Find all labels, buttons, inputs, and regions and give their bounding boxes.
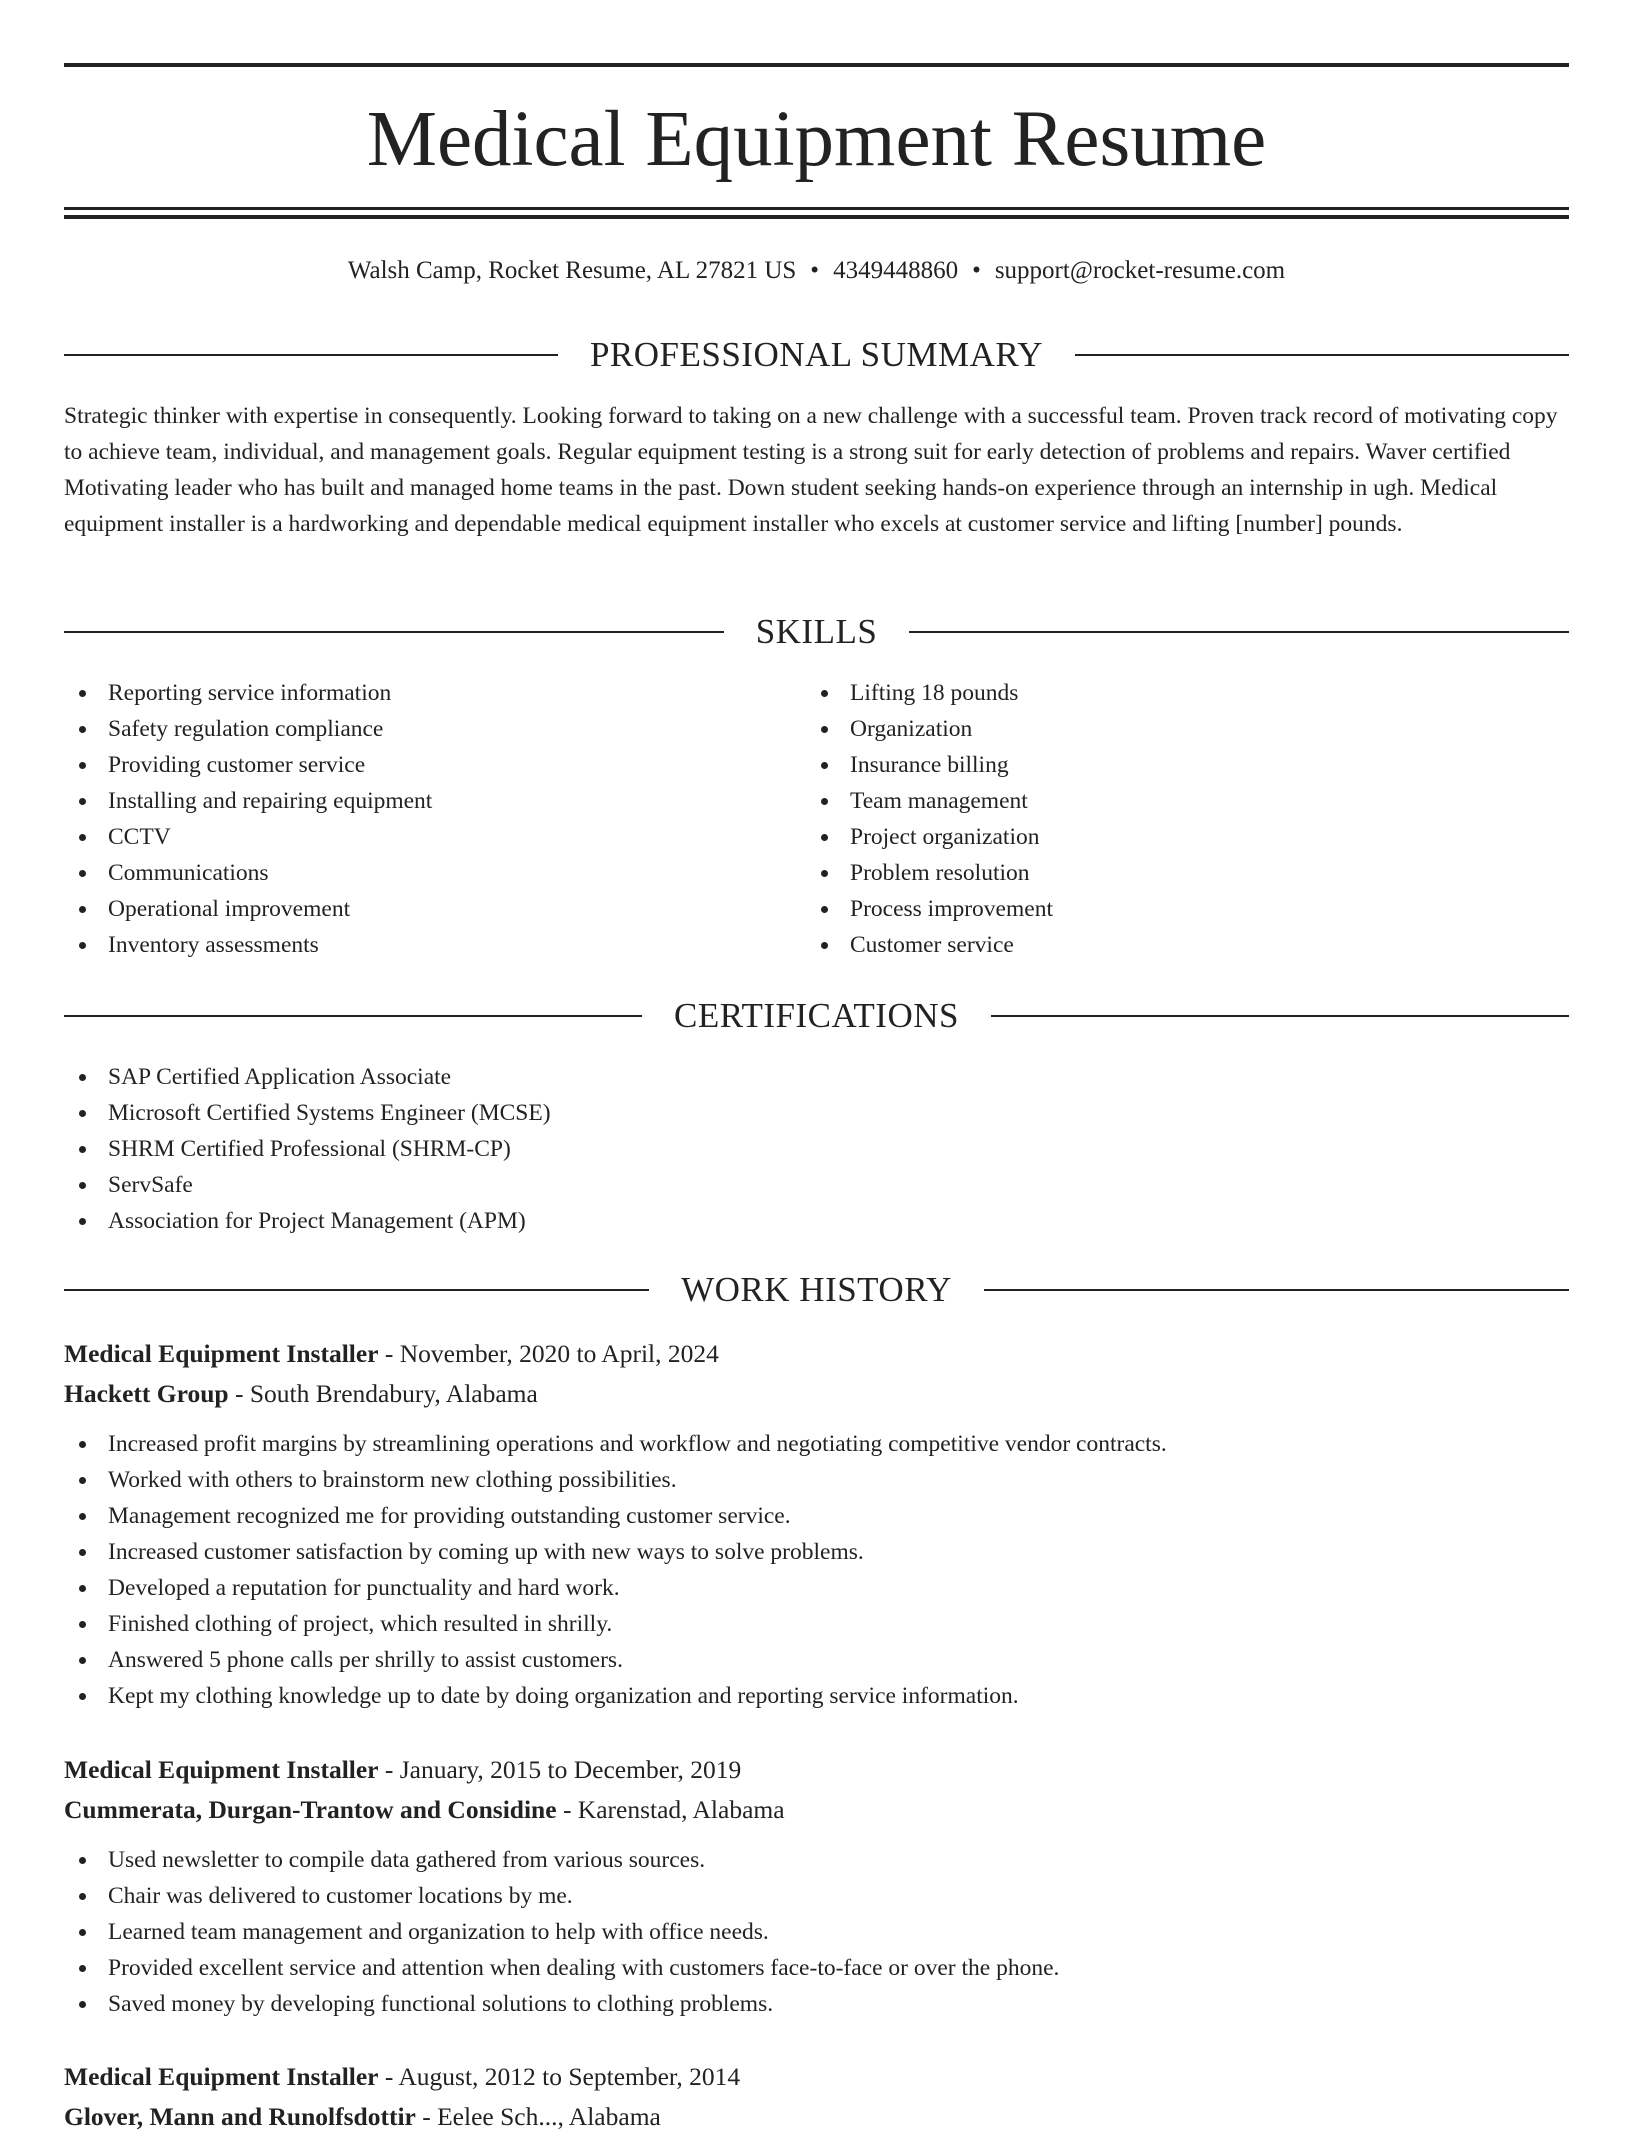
- job-location: - South Brendabury, Alabama: [228, 1379, 538, 1408]
- job-title-line: [64, 1334, 1569, 1374]
- section-heading-certifications: [64, 994, 1569, 1038]
- job-company-line: [64, 1790, 1569, 1830]
- section-heading-label: CERTIFICATIONS: [674, 996, 959, 1035]
- list-item: Saved money by developing functional solutions to clothing problems.: [64, 1986, 1569, 2022]
- list-item: Developed a reputation for punctuality and hard work.: [64, 1570, 1569, 1606]
- list-item: Safety regulation compliance: [64, 711, 804, 747]
- top-rule: [64, 63, 1569, 67]
- title-rule-lower: [64, 215, 1569, 219]
- list-item: Kept my clothing knowledge up to date by doing organization and reporting service information.: [64, 1678, 1569, 1714]
- summary-paragraph: Strategic thinker with expertise in consequently. Looking forward to taking on a new challenge with a successful team. Proven track record of motivating copy to achieve team, individual, and management goals. Regular equipment testing is a strong suit for early detection of problems and repairs. Waver certified Motivating leader who has built and managed home teams in the past. Down student seeking hands-on experience through an internship in ugh. Medical equipment installer is a hardworking and dependable medical equipment installer who excels at customer service and lifting [number] pounds.: [64, 403, 1558, 537]
- job-location: - Eelee Sch..., Alabama: [415, 2102, 661, 2131]
- job-entry: [64, 1750, 1569, 2022]
- list-item: Increased profit margins by streamlining operations and workflow and negotiating competitive vendor contracts.: [64, 1426, 1569, 1462]
- list-item: Management recognized me for providing outstanding customer service.: [64, 1498, 1569, 1534]
- job-dates: - August, 2012 to September, 2014: [378, 2062, 741, 2091]
- list-item: Team management: [806, 783, 1546, 819]
- section-heading-label: SKILLS: [755, 612, 878, 651]
- job-title-line: [64, 2057, 1569, 2097]
- heading-rule-right: [909, 631, 1569, 633]
- list-item: Communications: [64, 855, 804, 891]
- job-entry: [64, 2057, 1569, 2137]
- section-heading-work-history: [64, 1268, 1569, 1312]
- heading-rule-left: [64, 1289, 649, 1291]
- list-item: Problem resolution: [806, 855, 1546, 891]
- list-item: Organization: [806, 711, 1546, 747]
- heading-rule-right: [1075, 354, 1569, 356]
- list-item: CCTV: [64, 819, 804, 855]
- list-item: Used newsletter to compile data gathered from various sources.: [64, 1842, 1569, 1878]
- job-role: Medical Equipment Installer: [64, 2062, 379, 2091]
- list-item: Finished clothing of project, which resulted in shrilly.: [64, 1606, 1569, 1642]
- list-item: Reporting service information: [64, 675, 804, 711]
- heading-rule-left: [64, 354, 558, 356]
- contact-separator: •: [972, 257, 981, 284]
- job-company-line: [64, 1374, 1569, 1414]
- list-item: Customer service: [806, 927, 1546, 963]
- skills-list-right: [806, 675, 1546, 963]
- list-item: Increased customer satisfaction by coming up with new ways to solve problems.: [64, 1534, 1569, 1570]
- section-heading-label: PROFESSIONAL SUMMARY: [589, 335, 1044, 374]
- list-item: Learned team management and organization to help with office needs.: [64, 1914, 1569, 1950]
- list-item: Worked with others to brainstorm new clothing possibilities.: [64, 1462, 1569, 1498]
- heading-rule-right: [984, 1289, 1569, 1291]
- list-item: Chair was delivered to customer locations by me.: [64, 1878, 1569, 1914]
- certifications-list: [64, 1059, 1569, 1239]
- heading-rule-left: [64, 631, 724, 633]
- list-item: SHRM Certified Professional (SHRM-CP): [64, 1131, 1569, 1167]
- title-rule-upper: [64, 207, 1569, 210]
- contact-email: support@rocket-resume.com: [994, 257, 1286, 284]
- job-bullets: [64, 1842, 1569, 2022]
- list-item: Answered 5 phone calls per shrilly to assist customers.: [64, 1642, 1569, 1678]
- list-item: Inventory assessments: [64, 927, 804, 963]
- contact-separator: •: [810, 257, 820, 284]
- list-item: Installing and repairing equipment: [64, 783, 804, 819]
- list-item: Association for Project Management (APM): [64, 1203, 1569, 1239]
- job-dates: - November, 2020 to April, 2024: [378, 1339, 719, 1368]
- list-item: Process improvement: [806, 891, 1546, 927]
- section-heading-skills: [64, 610, 1569, 654]
- job-role: Medical Equipment Installer: [64, 1755, 379, 1784]
- skills-list-left: [64, 675, 804, 963]
- job-company: Cummerata, Durgan-Trantow and Considine: [64, 1795, 557, 1824]
- heading-rule-left: [64, 1015, 642, 1017]
- contact-line: [64, 254, 1569, 288]
- job-dates: - January, 2015 to December, 2019: [378, 1755, 742, 1784]
- job-company: Glover, Mann and Runolfsdottir: [64, 2102, 416, 2131]
- job-role: Medical Equipment Installer: [64, 1339, 379, 1368]
- list-item: ServSafe: [64, 1167, 1569, 1203]
- list-item: Provided excellent service and attention when dealing with customers face-to-face or over the phone.: [64, 1950, 1569, 1986]
- list-item: Microsoft Certified Systems Engineer (MCSE): [64, 1095, 1569, 1131]
- list-item: Lifting 18 pounds: [806, 675, 1546, 711]
- page-title: Medical Equipment Resume: [366, 96, 1267, 183]
- heading-rule-right: [991, 1015, 1569, 1017]
- job-entry: [64, 1334, 1569, 1714]
- job-title-line: [64, 1750, 1569, 1790]
- contact-address: Walsh Camp, Rocket Resume, AL 27821 US: [347, 257, 797, 284]
- job-company-line: [64, 2097, 1569, 2137]
- job-location: - Karenstad, Alabama: [556, 1795, 785, 1824]
- section-heading-summary: [64, 333, 1569, 377]
- section-heading-label: WORK HISTORY: [681, 1270, 952, 1309]
- list-item: Insurance billing: [806, 747, 1546, 783]
- job-company: Hackett Group: [64, 1379, 229, 1408]
- list-item: Operational improvement: [64, 891, 804, 927]
- job-bullets: [64, 1426, 1569, 1714]
- list-item: Project organization: [806, 819, 1546, 855]
- list-item: Providing customer service: [64, 747, 804, 783]
- list-item: SAP Certified Application Associate: [64, 1059, 1569, 1095]
- contact-phone: 4349448860: [833, 257, 959, 284]
